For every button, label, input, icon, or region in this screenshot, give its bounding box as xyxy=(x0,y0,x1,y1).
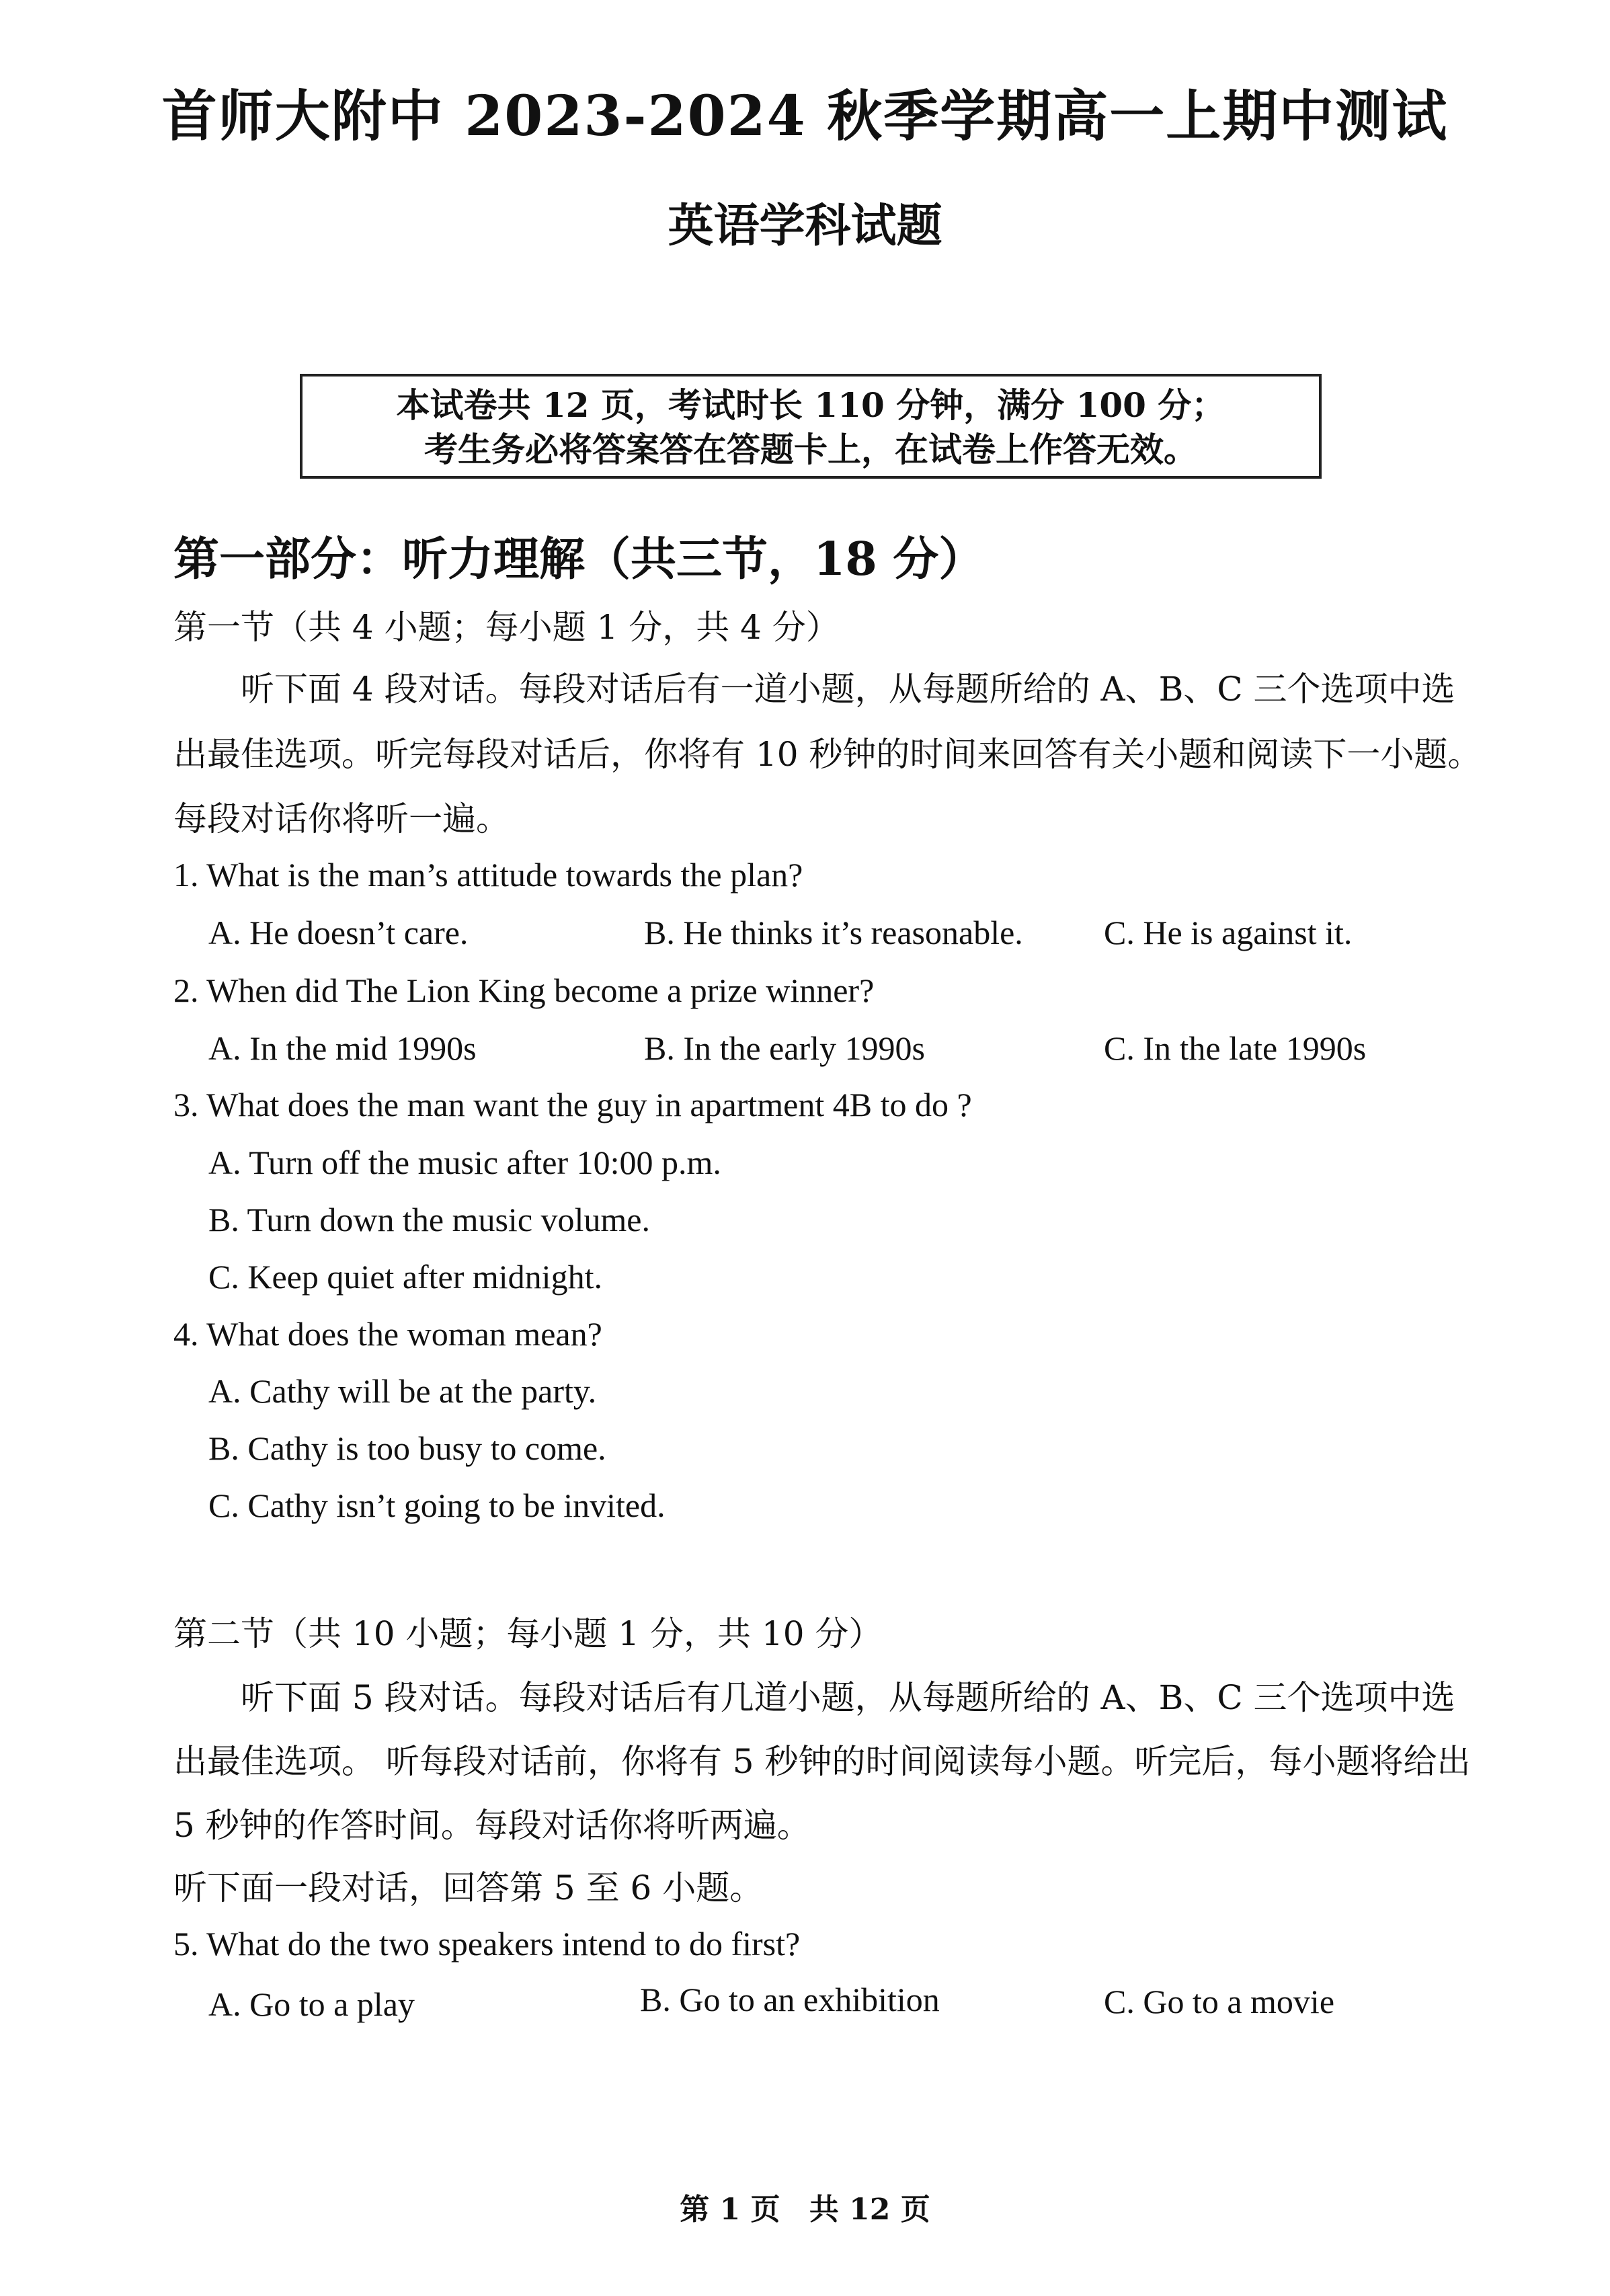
option: A. Go to a play xyxy=(208,1985,415,2023)
option: A. Cathy will be at the party. xyxy=(208,1372,597,1410)
dialogue-intro: 听下面一段对话，回答第 5 至 6 小题。 xyxy=(173,1868,764,1907)
notice-line: 考生务必将答案答在答题卡上，在试卷上作答无效。 xyxy=(424,430,1197,469)
option: B. Go to an exhibition xyxy=(640,1981,940,2018)
instruction-line: 出最佳选项。听完每段对话后，你将有 10 秒钟的时间来回答有关小题和阅读下一小题。 xyxy=(173,735,1482,774)
instruction-line: 每段对话你将听一遍。 xyxy=(173,799,510,838)
instruction-line: 出最佳选项。 听每段对话前，你将有 5 秒钟的时间阅读每小题。听完后，每小题将给出 xyxy=(173,1742,1471,1781)
question: 3. What does the man want the guy in apartment 4B to do ? xyxy=(173,1086,972,1123)
option: B. Turn down the music volume. xyxy=(208,1201,650,1238)
page-total: 共 12 页 xyxy=(809,2192,930,2227)
page-footer xyxy=(0,2185,1610,2228)
question: 1. What is the man’s attitude towards the plan? xyxy=(173,856,803,894)
option: C. He is against it. xyxy=(1104,914,1353,951)
option: A. In the mid 1990s xyxy=(208,1029,477,1067)
question: 5. What do the two speakers intend to do first? xyxy=(173,1925,801,1963)
notice-box xyxy=(300,374,1322,479)
option: B. In the early 1990s xyxy=(644,1029,925,1067)
option: C. In the late 1990s xyxy=(1104,1029,1367,1067)
option: B. Cathy is too busy to come. xyxy=(208,1429,606,1467)
part-title: 第一部分：听力理解（共三节，18 分） xyxy=(173,532,985,586)
exam-subtitle: 英语学科试题 xyxy=(668,199,942,253)
exam-title: 首师大附中 2023-2024 秋季学期高一上期中测试 xyxy=(161,84,1449,149)
option: A. Turn off the music after 10:00 p.m. xyxy=(208,1144,721,1181)
section-heading: 第一节（共 4 小题；每小题 1 分，共 4 分） xyxy=(173,608,840,647)
instruction-line: 听下面 4 段对话。每段对话后有一道小题，从每题所给的 A、B、C 三个选项中选 xyxy=(241,670,1455,709)
option: C. Cathy isn’t going to be invited. xyxy=(208,1487,666,1524)
option: C. Go to a movie xyxy=(1104,1983,1335,2020)
question: 4. What does the woman mean? xyxy=(173,1315,602,1353)
option: A. He doesn’t care. xyxy=(208,914,469,951)
section-heading: 第二节（共 10 小题；每小题 1 分，共 10 分） xyxy=(173,1614,883,1653)
page-number: 第 1 页 xyxy=(680,2192,780,2227)
notice-line: 本试卷共 12 页，考试时长 110 分钟，满分 100 分； xyxy=(396,385,1225,425)
instruction-line: 5 秒钟的作答时间。每段对话你将听两遍。 xyxy=(173,1806,811,1845)
option: C. Keep quiet after midnight. xyxy=(208,1258,602,1296)
option: B. He thinks it’s reasonable. xyxy=(644,914,1023,951)
instruction-line: 听下面 5 段对话。每段对话后有几道小题，从每题所给的 A、B、C 三个选项中选 xyxy=(241,1678,1455,1717)
question: 2. When did The Lion King become a prize winner? xyxy=(173,972,875,1009)
